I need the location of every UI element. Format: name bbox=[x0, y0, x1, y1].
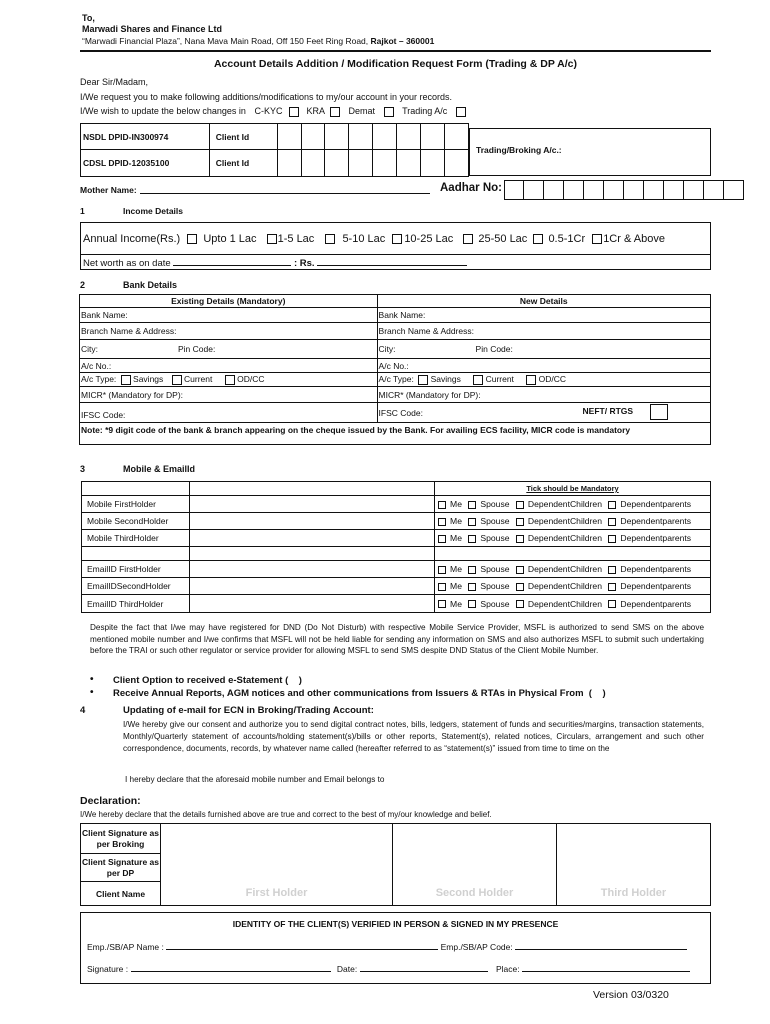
rel-spouse-checkbox[interactable] bbox=[468, 518, 476, 526]
mobile-first-relation bbox=[435, 496, 711, 513]
income-10to25-label: 10-25 Lac bbox=[404, 233, 454, 245]
rel-spouse-label: Spouse bbox=[480, 516, 510, 526]
nsdl-dpid-label: NSDL DPID-IN300974 bbox=[81, 124, 210, 150]
first-holder-name[interactable]: First Holder bbox=[161, 882, 393, 906]
section3-title: Mobile & EmailId bbox=[123, 464, 196, 474]
existing-details-header: Existing Details (Mandatory) bbox=[80, 295, 378, 308]
rel-children-checkbox[interactable] bbox=[516, 501, 524, 509]
email-second-relation bbox=[435, 578, 711, 595]
rel-me-checkbox[interactable] bbox=[438, 600, 446, 608]
email-first-holder-input[interactable] bbox=[189, 561, 434, 578]
rel-spouse-checkbox[interactable] bbox=[468, 583, 476, 591]
salutation-to: To, bbox=[82, 13, 95, 23]
income-1cr-above-label: 1Cr & Above bbox=[603, 233, 665, 245]
spacer-cell bbox=[435, 547, 711, 561]
new-odcc-checkbox[interactable] bbox=[526, 375, 536, 385]
second-holder-name[interactable]: Second Holder bbox=[393, 882, 557, 906]
header-divider bbox=[80, 50, 711, 52]
mobile-first-holder-label: Mobile FirstHolder bbox=[82, 496, 190, 513]
existing-savings-checkbox[interactable] bbox=[121, 375, 131, 385]
mobile-third-relation bbox=[435, 530, 711, 547]
networth-date-input[interactable] bbox=[173, 257, 291, 266]
emp-row bbox=[87, 941, 687, 952]
mobile-second-relation bbox=[435, 513, 711, 530]
first-holder-sig-dp[interactable] bbox=[191, 854, 393, 882]
company-address bbox=[82, 36, 434, 46]
existing-actype-row bbox=[80, 373, 378, 387]
spacer-cell bbox=[189, 547, 434, 561]
rel-me-checkbox[interactable] bbox=[438, 535, 446, 543]
option-trading-label: Trading A/c bbox=[402, 106, 448, 116]
spacer-cell bbox=[82, 547, 190, 561]
company-name: Marwadi Shares and Finance Ltd bbox=[82, 24, 223, 34]
bank-details-table bbox=[79, 294, 711, 445]
income-upto1-label: Upto 1 Lac bbox=[203, 233, 257, 245]
cdsl-dpid-label: CDSL DPID-12035100 bbox=[81, 150, 210, 177]
option-trading-checkbox[interactable] bbox=[456, 107, 466, 117]
section2-title: Bank Details bbox=[123, 280, 178, 290]
option-demat-label: Demat bbox=[348, 106, 376, 116]
networth-amount-input[interactable] bbox=[317, 257, 467, 266]
section1-number: 1 bbox=[80, 206, 85, 216]
existing-bank-name[interactable]: Bank Name: bbox=[80, 308, 378, 323]
neft-rtgs-label: NEFT/ RTGS bbox=[582, 406, 634, 416]
place-input[interactable] bbox=[522, 963, 690, 972]
email-third-relation bbox=[435, 595, 711, 613]
mobile-third-holder-input[interactable] bbox=[189, 530, 434, 547]
section4-number: 4 bbox=[80, 705, 86, 716]
existing-current-checkbox[interactable] bbox=[172, 375, 182, 385]
income-10to25-checkbox[interactable] bbox=[392, 234, 402, 244]
rel-me-label: Me bbox=[450, 564, 462, 574]
mobile-first-holder-input[interactable] bbox=[189, 496, 434, 513]
rel-children-label: DependentChildren bbox=[527, 533, 602, 543]
aadhar-digit-cell[interactable] bbox=[504, 180, 524, 200]
new-ifsc-label: IFSC Code: bbox=[378, 407, 423, 418]
new-city-label: City: bbox=[378, 344, 396, 354]
third-holder-sig-broking[interactable] bbox=[557, 824, 711, 854]
section1-title: Income Details bbox=[123, 206, 183, 216]
existing-acno[interactable]: A/c No.: bbox=[80, 359, 378, 373]
first-holder-sig-broking[interactable] bbox=[191, 824, 393, 854]
mobile-email-belongs: I hereby declare that the aforesaid mobile number and Email belongs to bbox=[125, 775, 385, 784]
declaration-text: I/We hereby declare that the details furnished above are true and correct to the best of my/our knowledge and belief. bbox=[80, 810, 492, 819]
mobile-second-holder-label: Mobile SecondHolder bbox=[82, 513, 190, 530]
networth-rs-label: : Rs. bbox=[293, 258, 315, 269]
spacer-cell bbox=[161, 824, 191, 854]
date-label: Date: bbox=[336, 964, 358, 974]
option-ckyc-checkbox[interactable] bbox=[289, 107, 299, 117]
rel-parents-checkbox[interactable] bbox=[608, 583, 616, 591]
rel-parents-checkbox[interactable] bbox=[608, 566, 616, 574]
mobile-third-holder-label: Mobile ThirdHolder bbox=[82, 530, 190, 547]
blank-header-cell bbox=[189, 482, 434, 496]
bank-note: Note: *9 digit code of the bank & branch appearing on the cheque issued by the Bank. For availing ECS facility, MICR code is mandatory bbox=[80, 423, 711, 445]
signature-row bbox=[87, 963, 690, 974]
existing-actype-label: A/c Type: bbox=[81, 374, 117, 385]
email-second-holder-input[interactable] bbox=[189, 578, 434, 595]
income-05to1cr-checkbox[interactable] bbox=[533, 234, 543, 244]
update-options bbox=[80, 106, 466, 117]
neft-rtgs-checkbox[interactable] bbox=[650, 404, 668, 420]
client-name-label: Client Name bbox=[81, 882, 161, 906]
rel-me-label: Me bbox=[450, 598, 462, 609]
request-line: I/We request you to make following additions/modifications to my/our account in your records. bbox=[80, 92, 453, 102]
rel-children-checkbox[interactable] bbox=[516, 583, 524, 591]
wish-line: I/We wish to update the below changes in bbox=[80, 106, 246, 116]
rel-parents-label: Dependentparents bbox=[620, 598, 692, 609]
option-demat-checkbox[interactable] bbox=[384, 107, 394, 117]
trading-account-box[interactable] bbox=[469, 128, 711, 176]
income-5to10-label: 5-10 Lac bbox=[342, 233, 386, 245]
rel-spouse-checkbox[interactable] bbox=[468, 566, 476, 574]
emp-name-input[interactable] bbox=[166, 941, 438, 950]
nsdl-client-id-cell[interactable] bbox=[301, 124, 325, 150]
place-label: Place: bbox=[495, 964, 520, 974]
form-title: Account Details Addition / Modification Request Form (Trading & DP A/c) bbox=[213, 58, 578, 70]
greeting: Dear Sir/Madam, bbox=[80, 77, 149, 87]
aadhar-digit-cell[interactable] bbox=[704, 180, 724, 200]
new-current-checkbox[interactable] bbox=[473, 375, 483, 385]
aadhar-digit-cell[interactable] bbox=[644, 180, 664, 200]
cdsl-client-id-label: Client Id bbox=[209, 150, 277, 177]
rel-parents-label: Dependentparents bbox=[620, 499, 692, 509]
rel-children-checkbox[interactable] bbox=[516, 600, 524, 608]
new-actype-row bbox=[377, 373, 710, 387]
section3-number: 3 bbox=[80, 464, 86, 474]
emp-code-input[interactable] bbox=[515, 941, 687, 950]
consent-paragraph: I/We hereby give our consent and authorize you to send digital contract notes, bills, ledgers, statement of funds and securities/margins, transaction statements, Monthly/Quarterly statement of accounts/holding statement(s)/bills or other reports, Statement(s), related notices, Circulars, arrangement and such other correspondence, documents, records, by whatever name called (hereafter referred to as “statement(s)” issued from time to time on the bbox=[123, 720, 704, 753]
dp-id-table bbox=[80, 123, 469, 177]
option-kra-checkbox[interactable] bbox=[330, 107, 340, 117]
nsdl-client-id-cell[interactable] bbox=[277, 124, 301, 150]
rel-children-label: DependentChildren bbox=[527, 581, 602, 591]
cdsl-client-id-cell[interactable] bbox=[301, 150, 325, 177]
cdsl-client-id-cell[interactable] bbox=[349, 150, 373, 177]
rel-children-checkbox[interactable] bbox=[516, 566, 524, 574]
sig-dp-label: Client Signature as per DP bbox=[81, 854, 161, 882]
address-city: Rajkot – 360001 bbox=[370, 36, 435, 46]
trading-account-label: Trading/Broking A/c.: bbox=[476, 145, 562, 155]
third-holder-name[interactable]: Third Holder bbox=[557, 882, 711, 906]
existing-pin-label: Pin Code: bbox=[178, 344, 216, 354]
existing-city-pin[interactable] bbox=[80, 340, 378, 359]
new-current-label: Current bbox=[485, 374, 514, 385]
income-1cr-above-checkbox[interactable] bbox=[592, 234, 602, 244]
rel-parents-checkbox[interactable] bbox=[608, 518, 616, 526]
option-kra-label: KRA bbox=[306, 106, 325, 116]
bullet-dot: • bbox=[90, 674, 94, 685]
declaration-title: Declaration: bbox=[80, 795, 141, 807]
new-pin-label: Pin Code: bbox=[475, 344, 513, 354]
address-street: “Marwadi Financial Plaza”, Nana Mava Main Road, Off 150 Feet Ring Road, bbox=[82, 36, 369, 46]
nsdl-client-id-cell[interactable] bbox=[445, 124, 469, 150]
aadhar-digit-cell[interactable] bbox=[564, 180, 584, 200]
aadhar-digit-cell[interactable] bbox=[624, 180, 644, 200]
new-branch[interactable]: Branch Name & Address: bbox=[377, 323, 710, 340]
rel-me-checkbox[interactable] bbox=[438, 501, 446, 509]
income-upto1-checkbox[interactable] bbox=[187, 234, 197, 244]
existing-branch[interactable]: Branch Name & Address: bbox=[80, 323, 378, 340]
rel-children-checkbox[interactable] bbox=[516, 535, 524, 543]
second-holder-sig-dp[interactable] bbox=[393, 854, 557, 882]
aadhar-digit-cell[interactable] bbox=[664, 180, 684, 200]
rel-spouse-checkbox[interactable] bbox=[468, 501, 476, 509]
rel-children-label: DependentChildren bbox=[527, 598, 602, 609]
income-05to1cr-label: 0.5-1Cr bbox=[548, 233, 586, 245]
cdsl-client-id-cell[interactable] bbox=[445, 150, 469, 177]
rel-parents-checkbox[interactable] bbox=[608, 501, 616, 509]
rel-me-label: Me bbox=[450, 581, 462, 591]
existing-savings-label: Savings bbox=[133, 374, 164, 385]
new-details-header: New Details bbox=[377, 295, 710, 308]
rel-spouse-checkbox[interactable] bbox=[468, 600, 476, 608]
email-first-relation bbox=[435, 561, 711, 578]
email-third-holder-input[interactable] bbox=[189, 595, 434, 613]
existing-ifsc[interactable]: IFSC Code: bbox=[80, 403, 378, 423]
income-options bbox=[83, 233, 665, 245]
rel-me-checkbox[interactable] bbox=[438, 566, 446, 574]
emp-name-label: Emp./SB/AP Name : bbox=[87, 942, 164, 952]
dnd-paragraph: Despite the fact that I/we may have registered for DND (Do Not Disturb) with respective Mobile Service Provider, MSFL is authorized to send SMS on the above mentioned mobile number and I/we confirms that MSFL will not be held liable for sending any information on SMS and also authorizes MSFL to submit such undertaking before the TRAI or such other regulator or service provider for allowing MSFL to send SMS despite DND Status of the Client Mobile Number. bbox=[90, 623, 704, 655]
aadhar-label: Aadhar No: bbox=[440, 182, 502, 194]
rel-children-label: DependentChildren bbox=[527, 499, 602, 509]
aadhar-digit-cell[interactable] bbox=[524, 180, 544, 200]
nsdl-client-id-cell[interactable] bbox=[325, 124, 349, 150]
signature-label: Signature : bbox=[87, 964, 129, 974]
new-savings-checkbox[interactable] bbox=[418, 375, 428, 385]
aadhar-digit-cell[interactable] bbox=[584, 180, 604, 200]
rel-spouse-label: Spouse bbox=[480, 598, 510, 609]
mother-name-label: Mother Name: bbox=[80, 185, 137, 195]
emp-code-label: Emp./SB/AP Code: bbox=[440, 942, 513, 952]
income-25to50-checkbox[interactable] bbox=[463, 234, 473, 244]
existing-city-label: City: bbox=[81, 344, 98, 354]
rel-me-label: Me bbox=[450, 499, 462, 509]
spacer-cell bbox=[161, 854, 191, 882]
income-divider bbox=[81, 254, 710, 255]
signature-table bbox=[80, 823, 711, 906]
identity-title: IDENTITY OF THE CLIENT(S) VERIFIED IN PERSON & SIGNED IN MY PRESENCE bbox=[232, 919, 559, 929]
rel-children-label: DependentChildren bbox=[527, 564, 602, 574]
email-first-holder-label: EmailID FirstHolder bbox=[82, 561, 190, 578]
existing-odcc-label: OD/CC bbox=[237, 374, 265, 385]
email-third-holder-label: EmailID ThirdHolder bbox=[82, 595, 190, 613]
existing-odcc-checkbox[interactable] bbox=[225, 375, 235, 385]
networth-label: Net worth as on date bbox=[83, 258, 171, 269]
rel-spouse-label: Spouse bbox=[480, 533, 510, 543]
new-bank-name[interactable]: Bank Name: bbox=[377, 308, 710, 323]
estatement-option[interactable]: Client Option to received e-Statement ( ) bbox=[113, 675, 302, 686]
section2-number: 2 bbox=[80, 280, 86, 290]
rel-spouse-label: Spouse bbox=[480, 499, 510, 509]
identity-box bbox=[80, 912, 711, 984]
new-city-pin[interactable] bbox=[377, 340, 710, 359]
mother-name-input[interactable] bbox=[140, 184, 430, 194]
aadhar-digit-cell[interactable] bbox=[544, 180, 564, 200]
income-1to5-checkbox[interactable] bbox=[267, 234, 277, 244]
second-holder-sig-broking[interactable] bbox=[393, 824, 557, 854]
cdsl-client-id-cell[interactable] bbox=[397, 150, 421, 177]
cdsl-client-id-cell[interactable] bbox=[373, 150, 397, 177]
rel-spouse-label: Spouse bbox=[480, 581, 510, 591]
rel-parents-label: Dependentparents bbox=[620, 516, 692, 526]
nsdl-client-id-cell[interactable] bbox=[373, 124, 397, 150]
sig-broking-label: Client Signature as per Broking bbox=[81, 824, 161, 854]
cdsl-client-id-cell[interactable] bbox=[325, 150, 349, 177]
option-ckyc-label: C-KYC bbox=[254, 106, 283, 116]
rel-spouse-label: Spouse bbox=[480, 564, 510, 574]
rel-me-label: Me bbox=[450, 516, 462, 526]
rel-children-label: DependentChildren bbox=[527, 516, 602, 526]
income-box bbox=[80, 222, 711, 270]
aadhar-digit-cell[interactable] bbox=[724, 180, 744, 200]
rel-parents-label: Dependentparents bbox=[620, 533, 692, 543]
cdsl-client-id-cell[interactable] bbox=[421, 150, 445, 177]
rel-me-checkbox[interactable] bbox=[438, 518, 446, 526]
bullet-dot: • bbox=[90, 687, 94, 698]
physical-reports-option[interactable]: Receive Annual Reports, AGM notices and other communications from Issuers & RTAs in Physical From ( ) bbox=[113, 688, 606, 699]
mobile-second-holder-input[interactable] bbox=[189, 513, 434, 530]
nsdl-client-id-cell[interactable] bbox=[349, 124, 373, 150]
new-savings-label: Savings bbox=[430, 374, 461, 385]
existing-micr[interactable]: MICR* (Mandatory for DP): bbox=[80, 387, 378, 403]
rel-parents-label: Dependentparents bbox=[620, 581, 692, 591]
income-5to10-checkbox[interactable] bbox=[325, 234, 335, 244]
income-25to50-label: 25-50 Lac bbox=[478, 233, 528, 245]
signature-input[interactable] bbox=[131, 963, 331, 972]
annual-income-label: Annual Income(Rs.) bbox=[83, 233, 181, 245]
rel-parents-checkbox[interactable] bbox=[608, 535, 616, 543]
mobile-email-table bbox=[81, 481, 711, 613]
section4-title: Updating of e-mail for ECN in Broking/Trading Account: bbox=[123, 705, 374, 716]
tick-mandatory-header: Tick should be Mandatory bbox=[435, 482, 711, 496]
rel-children-checkbox[interactable] bbox=[516, 518, 524, 526]
aadhar-digit-cell[interactable] bbox=[684, 180, 704, 200]
networth-row bbox=[83, 257, 467, 269]
version-label: Version 03/0320 bbox=[593, 989, 669, 1001]
rel-parents-label: Dependentparents bbox=[620, 564, 692, 574]
blank-header-cell bbox=[82, 482, 190, 496]
existing-current-label: Current bbox=[184, 374, 213, 385]
cdsl-client-id-cell[interactable] bbox=[277, 150, 301, 177]
new-odcc-label: OD/CC bbox=[538, 374, 567, 385]
new-acno[interactable]: A/c No.: bbox=[377, 359, 710, 373]
nsdl-client-id-cell[interactable] bbox=[397, 124, 421, 150]
email-second-holder-label: EmailIDSecondHolder bbox=[82, 578, 190, 595]
new-ifsc-row[interactable] bbox=[377, 403, 710, 423]
income-1to5-label: 1-5 Lac bbox=[277, 233, 315, 245]
rel-spouse-checkbox[interactable] bbox=[468, 535, 476, 543]
rel-me-checkbox[interactable] bbox=[438, 583, 446, 591]
new-actype-label: A/c Type: bbox=[378, 374, 414, 385]
rel-parents-checkbox[interactable] bbox=[608, 600, 616, 608]
third-holder-sig-dp[interactable] bbox=[557, 854, 711, 882]
date-input[interactable] bbox=[360, 963, 488, 972]
new-micr[interactable]: MICR* (Mandatory for DP): bbox=[377, 387, 710, 403]
nsdl-client-id-label: Client Id bbox=[209, 124, 277, 150]
rel-me-label: Me bbox=[450, 533, 462, 543]
aadhar-digit-cell[interactable] bbox=[604, 180, 624, 200]
aadhar-input[interactable] bbox=[504, 180, 744, 200]
nsdl-client-id-cell[interactable] bbox=[421, 124, 445, 150]
